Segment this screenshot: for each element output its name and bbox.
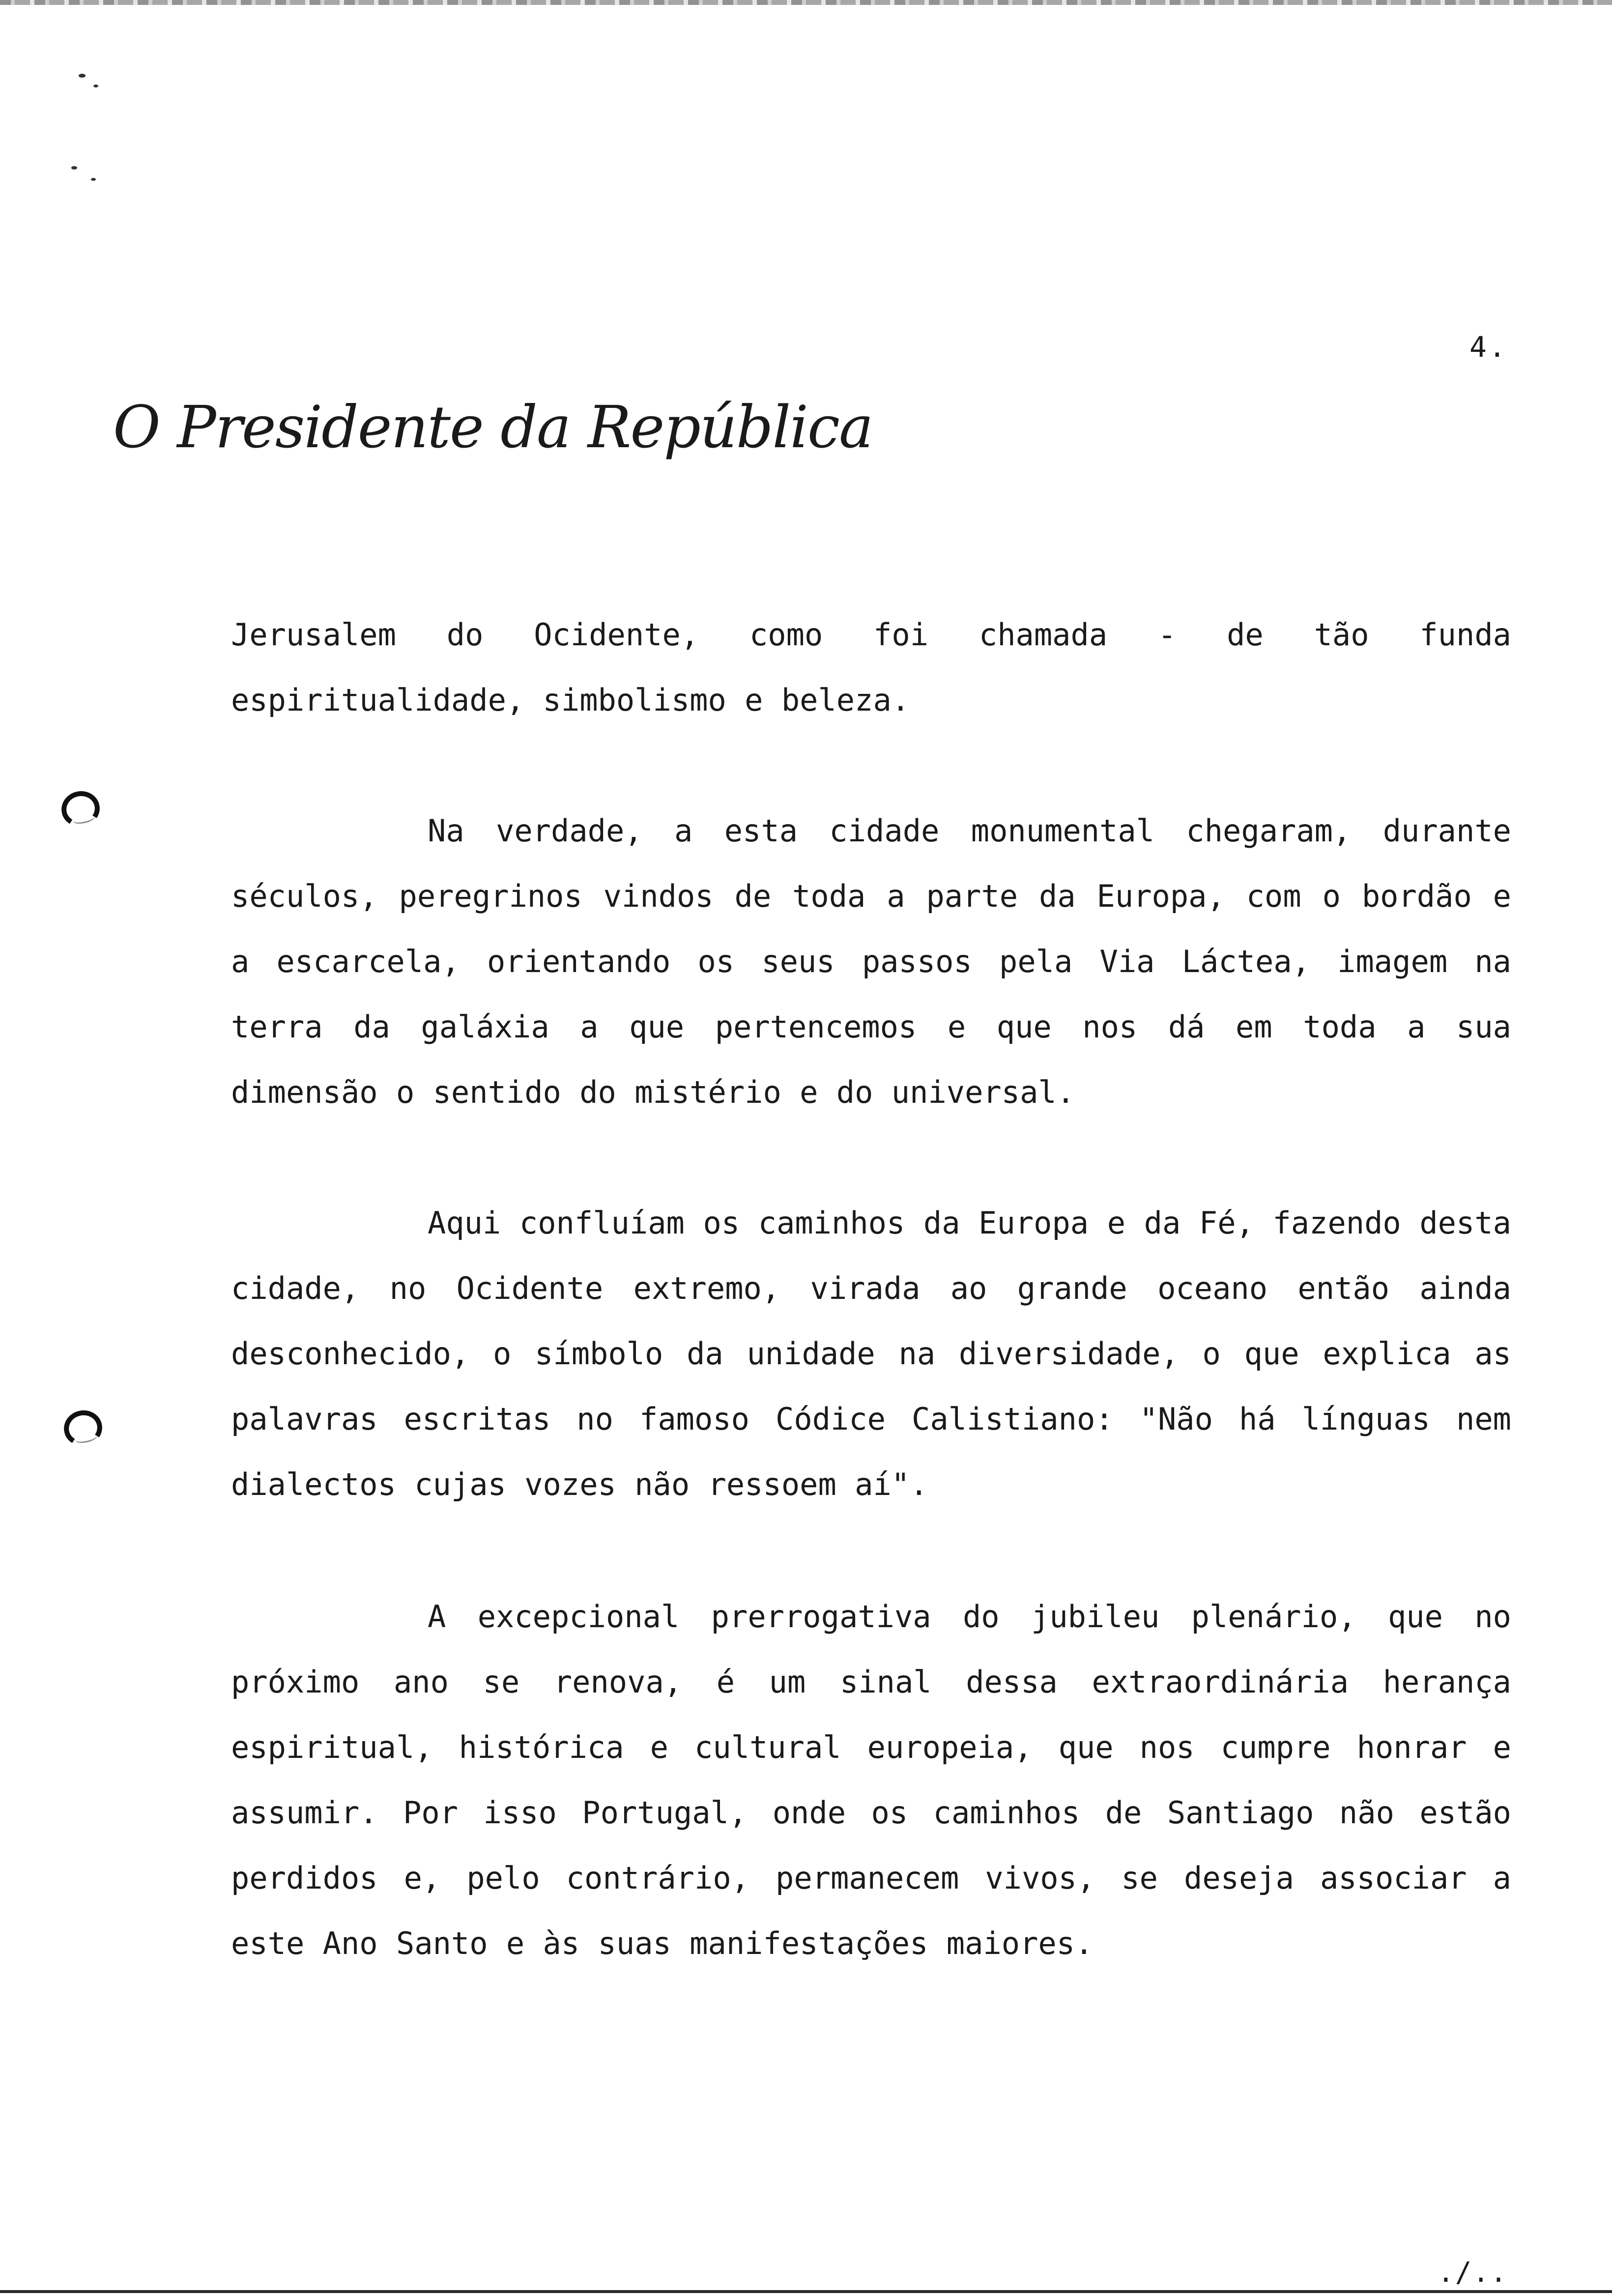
punch-hole-lower [60, 1407, 105, 1450]
scan-speck [93, 85, 98, 87]
paragraph-4: A excepcional prerrogativa do jubileu plenário, que no próximo ano se renova, é um sinal dessa extraordinária herança espiritual, histórica e cultural europeia, que nos cumpre honrar e assumir. Por isso Portugal, onde os caminhos de Santiago não estão perdidos e, pelo contrário, permanecem vivos, se deseja associar a este Ano Santo e às suas manifestações maiores. [231, 1599, 1511, 1961]
letterhead-text: O Presidente da República [113, 393, 873, 461]
page-number: 4. [1469, 330, 1508, 364]
scan-speck [71, 166, 77, 170]
letterhead-logo [108, 388, 873, 477]
paragraph-2: Na verdade, a esta cidade monumental chegaram, durante séculos, peregrinos vindos de toda a parte da Europa, com o bordão e a escarcela, orientando os seus passos pela Via Láctea, imagem na terra da galáxia a que pertencemos e que nos dá em toda a sua dimensão o sentido do mistério e do universal. [231, 813, 1511, 1110]
continuation-mark: ./.. [1438, 2257, 1508, 2289]
scan-bottom-edge [0, 2290, 1612, 2293]
scan-speck [91, 178, 96, 181]
paragraph-1: Jerusalem do Ocidente, como foi chamada - de tão funda espiritualidade, simbolismo e beleza. [231, 617, 1511, 718]
paragraph-3: Aqui confluíam os caminhos da Europa e da Fé, fazendo desta cidade, no Ocidente extremo, virada ao grande oceano então ainda desconhecido, o símbolo da unidade na diversidade, o que explica as palavras escritas no famoso Códice Calistiano: "Não há línguas nem dialectos cujas vozes não ressoem aí". [231, 1205, 1511, 1502]
punch-hole-upper [58, 788, 103, 831]
scan-top-edge [0, 0, 1612, 5]
scan-speck [79, 74, 86, 78]
